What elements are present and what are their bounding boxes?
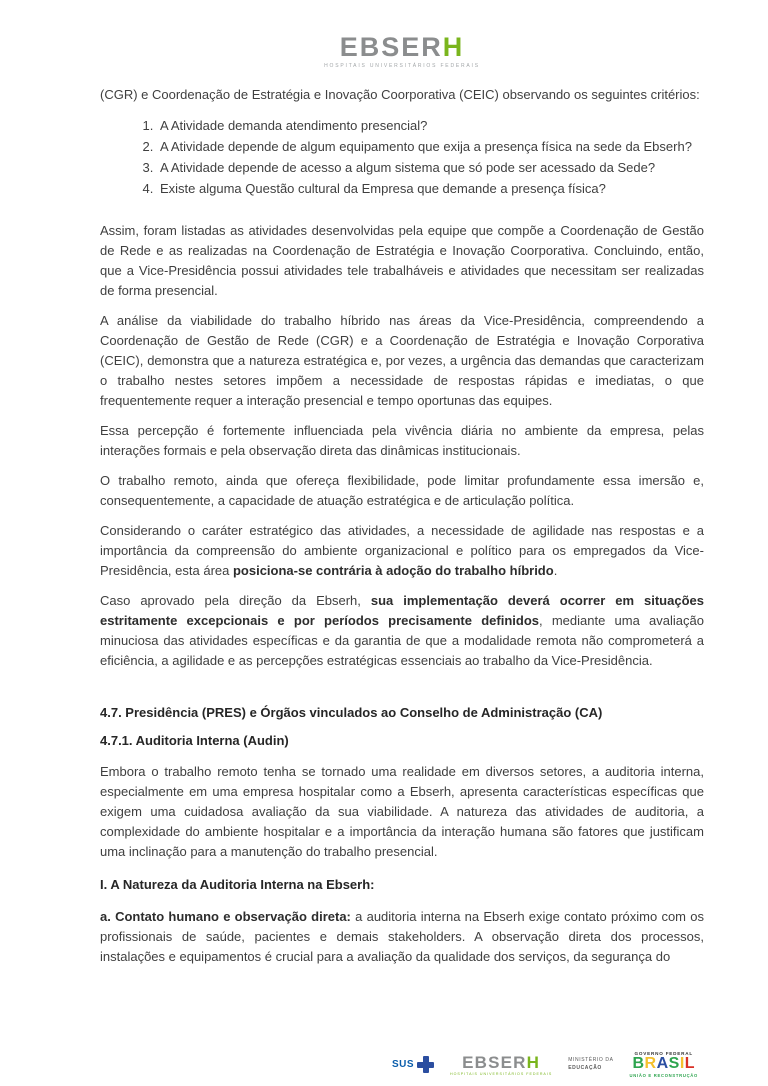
paragraph-percepcao: Essa percepção é fortemente influenciada pela vivência diária no ambiente da empresa, pelas interações formais e pela observação direta das dinâmicas institucionais. <box>100 423 704 458</box>
paragraph-analise: A análise da viabilidade do trabalho híbrido nas áreas da Vice-Presidência, compreendendo a Coordenação de Gestão de Rede (CGR) e a Coordenação de Estratégia e Inovação Corporativa (CEIC), demonstra que a natureza estratégica e, por vezes, a urgência das demandas que caracterizam o trabalho nestes setores impõem a necessidade de respostas rápidas e imediatas, o que frequentemente requer a interação presencial e tempo oportunas das equipes. <box>100 313 704 408</box>
paragraph-trabalho-remoto: O trabalho remoto, ainda que ofereça flexibilidade, pode limitar profundamente essa imersão e, consequentemente, a capacidade de atuação estratégica e de articulação política. <box>100 473 704 508</box>
heading-4-7-1: 4.7.1. Auditoria Interna (Audin) <box>100 733 289 748</box>
paragraph-caso-pre: Caso aprovado pela direção da Ebserh, <box>100 593 371 608</box>
paragraph-caso-bold: sua implementação deverá ocorrer em situações estritamente excepcionais e por períodos precisamente definidos <box>100 593 704 628</box>
list-item: 3. A Atividade depende de acesso a algum sistema que só pode ser acessado da Sede? <box>157 157 704 178</box>
paragraph-contato-post: a auditoria interna na Ebserh exige contato próximo com os profissionais de saúde, pacientes e demais stakeholders. A observação direta dos processos, instalações e equipamentos é crucial para a avaliação da qualidade dos serviços, da segurança do <box>100 909 704 964</box>
brasil-letter: S <box>668 1055 680 1073</box>
ministerio-educacao-logo <box>568 1057 613 1072</box>
uniao-reconstrucao-label: UNIÃO E RECONSTRUÇÃO <box>629 1073 698 1078</box>
sus-cross-icon <box>417 1056 434 1073</box>
list-item: 4. Existe alguma Questão cultural da Empresa que demande a presença física? <box>157 178 704 199</box>
heading-natureza-auditoria: I. A Natureza da Auditoria Interna na Ebserh: <box>100 877 375 892</box>
ebserh-logo-tagline: HOSPITAIS UNIVERSITÁRIOS FEDERAIS <box>324 63 480 69</box>
ebserh-wordmark-accent: H <box>442 32 465 62</box>
ebserh-logo <box>100 0 704 69</box>
paragraph-contato-bold: a. Contato humano e observação direta: <box>100 909 351 924</box>
brasil-letter: R <box>644 1055 657 1073</box>
paragraph-caso-post: , mediante uma avaliação minuciosa das atividades específicas e da garantia de que a modalidade remota não comprometerá a eficiência, a agilidade e as percepções estratégicas essenciais ao trabalho da Vice-Presidência. <box>100 613 704 668</box>
brasil-letter: I <box>679 1055 685 1073</box>
paragraph-caso-aprovado <box>100 591 704 671</box>
footer-logos <box>392 1051 698 1078</box>
paragraph-intro: (CGR) e Coordenação de Estratégia e Inovação Coorporativa (CEIC) observando os seguintes critérios: <box>100 87 700 102</box>
criteria-list <box>100 115 704 199</box>
brasil-wordmark <box>630 1056 698 1073</box>
brasil-letter: B <box>632 1055 645 1073</box>
paragraph-considerando-pre: Considerando o caráter estratégico das atividades, a necessidade de agilidade nas respostas e a importância da compreensão do ambiente organizacional e político para os empregados da Vice-Presidência, esta área <box>100 523 704 578</box>
footer-ebserh-tagline: HOSPITAIS UNIVERSITÁRIOS FEDERAIS <box>450 1071 553 1076</box>
governo-federal-label: GOVERNO FEDERAL <box>634 1051 693 1057</box>
heading-4-7: 4.7. Presidência (PRES) e Órgãos vinculados ao Conselho de Administração (CA) <box>100 705 603 720</box>
list-item: 2. A Atividade depende de algum equipamento que exija a presença física na sede da Ebserh? <box>157 136 704 157</box>
governo-federal-logo <box>630 1051 698 1078</box>
ministerio-line2: EDUCAÇÃO <box>568 1064 602 1071</box>
paragraph-considerando <box>100 521 704 581</box>
footer-ebserh-wordmark-accent: H <box>526 1052 541 1072</box>
brasil-letter: L <box>684 1055 696 1073</box>
ebserh-wordmark-main: EBSER <box>339 32 443 62</box>
sus-label: SUS <box>391 1059 414 1071</box>
paragraph-contato-humano <box>100 907 704 967</box>
footer-ebserh-wordmark <box>450 1054 552 1071</box>
list-item: 1. A Atividade demanda atendimento presencial? <box>157 115 704 136</box>
paragraph-assim: Assim, foram listadas as atividades desenvolvidas pela equipe que compõe a Coordenação de Gestão de Rede e as realizadas na Coordenação de Estratégia e Inovação Coorporativa. Concluindo, então, que a Vice-Presidência possui atividades tele trabalháveis e atividades que necessitam ser realizadas de forma presencial. <box>100 223 704 298</box>
footer-ebserh-wordmark-main: EBSER <box>462 1052 527 1072</box>
paragraph-considerando-post: . <box>553 563 558 578</box>
sus-logo <box>392 1056 434 1073</box>
footer-ebserh-logo <box>450 1054 552 1076</box>
brasil-letter: A <box>656 1055 669 1073</box>
paragraph-considerando-bold: posiciona-se contrária à adoção do trabalho híbrido <box>232 563 554 578</box>
ministerio-line1: MINISTÉRIO DA <box>568 1057 614 1064</box>
ebserh-wordmark <box>100 34 704 61</box>
paragraph-embora: Embora o trabalho remoto tenha se tornado uma realidade em diversos setores, a auditoria interna, especialmente em uma empresa hospitalar como a Ebserh, apresenta características específicas que exigem uma cuidadosa avaliação da sua viabilidade. A natureza das atividades de auditoria, a complexidade do ambiente hospitalar e a importância da interação humana são fatores que justificam uma inclinação para a manutenção do trabalho presencial. <box>100 764 704 859</box>
